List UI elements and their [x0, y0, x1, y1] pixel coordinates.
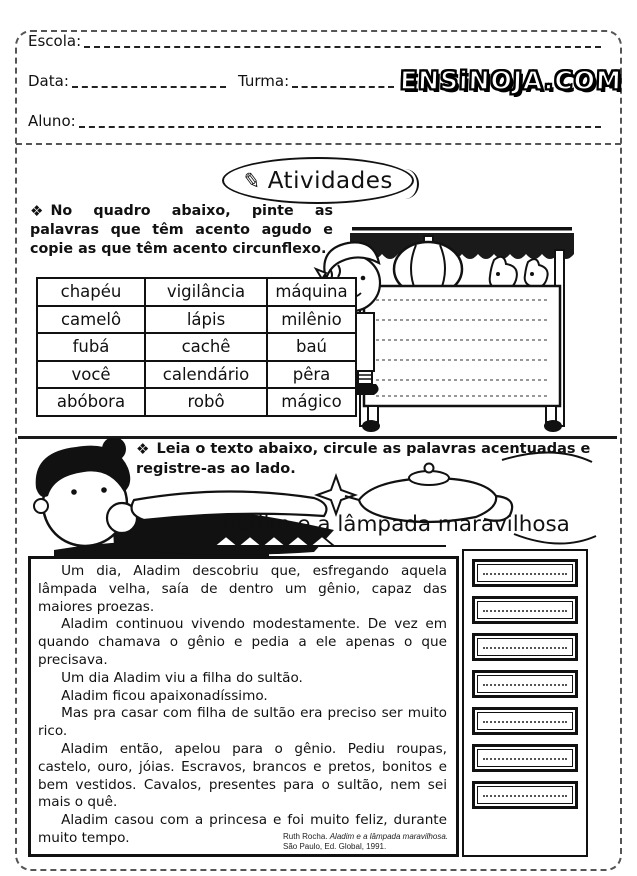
table-row: [37, 361, 356, 389]
answer-box[interactable]: [472, 596, 578, 624]
story-paragraph: Aladim continuou vivendo modestamente. De vez em quando chamava o gênio e pedia a ele apenas o que precisava.: [38, 616, 447, 668]
escola-input-line[interactable]: [84, 34, 601, 48]
answer-boxes-column: [462, 549, 588, 857]
aluno-label: Aluno:: [28, 112, 76, 130]
aluno-input-line[interactable]: [79, 114, 601, 128]
accent-words-table: [36, 277, 357, 417]
story-paragraph: Aladim ficou apaixonadíssimo.: [61, 687, 268, 704]
header-divider: [16, 143, 621, 145]
word-cell[interactable]: cachê: [145, 333, 267, 361]
pencil-icon: ✎: [241, 167, 263, 194]
answer-box[interactable]: [472, 707, 578, 735]
table-row: [37, 306, 356, 334]
boy-ear: [34, 499, 48, 513]
data-label: Data:: [28, 72, 69, 90]
diamond-bullet-icon: ❖: [30, 202, 44, 220]
table-row: [37, 388, 356, 416]
word-cell[interactable]: camelô: [37, 306, 145, 334]
activities-badge: [222, 157, 414, 204]
escola-label: Escola:: [28, 32, 82, 50]
answer-box[interactable]: [472, 670, 578, 698]
data-input-line[interactable]: [72, 74, 226, 88]
story-paragraph: Um dia Aladim viu a filha do sultão.: [61, 669, 303, 686]
story-text-box: [28, 556, 459, 857]
exercise2-instruction-text: Leia o texto abaixo, circule as palavras acentuadas e registre-as ao lado.: [136, 441, 591, 477]
turma-input-line[interactable]: [292, 74, 394, 88]
turma-label: Turma:: [238, 72, 290, 90]
table-row: [37, 333, 356, 361]
story-paragraph: Aladim casou com a princesa e foi muito feliz, durante muito tempo.: [38, 812, 447, 846]
citation-title: Aladim e a lâmpada maravilhosa.: [329, 832, 448, 841]
ensinoja-logo: ENSiNOJA.COM: [399, 66, 623, 95]
word-cell[interactable]: lápis: [145, 306, 267, 334]
aluno-row: [28, 112, 603, 130]
table-row: [37, 278, 356, 306]
word-cell[interactable]: chapéu: [37, 278, 145, 306]
word-cell[interactable]: milênio: [267, 306, 356, 334]
citation-location: São Paulo, Ed. Global, 1991.: [283, 841, 387, 851]
story-paragraph: Mas pra casar com filha de sultão era preciso ser muito rico.: [38, 705, 447, 740]
citation-author: Ruth Rocha.: [283, 832, 330, 841]
answer-box[interactable]: [472, 559, 578, 587]
word-cell[interactable]: robô: [145, 388, 267, 416]
exercise1-instruction: [30, 202, 333, 259]
story-title: Aladim e a lâmpada maravilhosa: [216, 512, 570, 537]
word-cell[interactable]: fubá: [37, 333, 145, 361]
answer-box[interactable]: [472, 633, 578, 661]
stall-writing-panel: [364, 286, 560, 406]
answer-box[interactable]: [472, 744, 578, 772]
word-cell[interactable]: calendário: [145, 361, 267, 389]
answer-box[interactable]: [472, 781, 578, 809]
data-row: [28, 72, 228, 90]
citation: [283, 832, 448, 851]
word-cell[interactable]: pêra: [267, 361, 356, 389]
diamond-bullet-icon: ❖: [136, 440, 150, 458]
word-cell[interactable]: você: [37, 361, 145, 389]
girl-dress: [356, 313, 374, 371]
story-paragraph: Um dia, Aladim descobriu que, esfregando aquela lâmpada velha, saía de dentro um gênio, capaz das maiores proezas.: [38, 563, 447, 615]
exercise2-instruction: [136, 440, 592, 479]
boy-topknot: [102, 438, 126, 461]
word-cell[interactable]: mágico: [267, 388, 356, 416]
word-cell[interactable]: máquina: [267, 278, 356, 306]
turma-row: [238, 72, 396, 90]
roof-ridge: [352, 227, 572, 231]
activities-title: Atividades: [267, 167, 393, 194]
escola-row: [28, 32, 603, 50]
word-cell[interactable]: abóbora: [37, 388, 145, 416]
word-cell[interactable]: vigilância: [145, 278, 267, 306]
stall-legs: [362, 406, 562, 432]
exercise1-instruction-text: No quadro abaixo, pinte as palavras que têm acento agudo e copie as que têm acento circunflexo.: [30, 203, 333, 257]
word-cell[interactable]: baú: [267, 333, 356, 361]
story-paragraph: Aladim então, apelou para o gênio. Pediu roupas, castelo, ouro, jóias. Escravos, brancos e pretos, bonitos e bem vestidos. Cavalos, presentes para o sultão, nem sei mais o quê.: [38, 740, 447, 811]
